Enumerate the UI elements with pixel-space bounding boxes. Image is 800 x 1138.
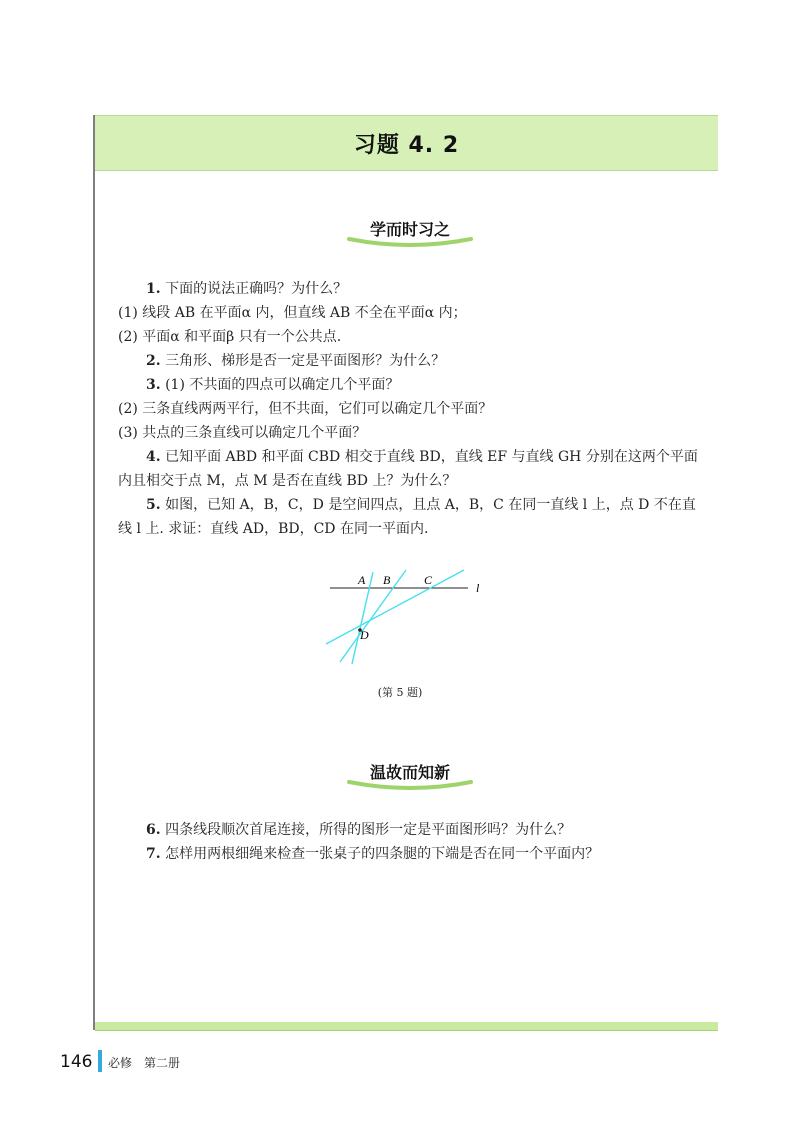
section-heading-2-swoosh <box>345 776 475 790</box>
label-a: A <box>358 573 366 587</box>
problem-6: 6. 四条线段顺次首尾连接，所得的图形一定是平面图形吗？为什么？ <box>146 822 572 838</box>
section-heading-1-swoosh <box>345 233 475 247</box>
book-title: 必修 第二册 <box>108 1056 181 1070</box>
problem-4: 4. 已知平面 ABD 和平面 CBD 相交于直线 BD，直线 EF 与直线 GH 分别在这两个平面内且相交于点 M，点 M 是否在直线 BD 上？为什么？ <box>118 449 698 489</box>
problem-5: 5. 如图，已知 A，B，C，D 是空间四点，且点 A，B，C 在同一直线 l 上，点 D 不在直线 l 上. 求证：直线 AD，BD，CD 在同一平面内. <box>118 497 696 537</box>
problem-2: 2. 三角形、梯形是否一定是平面图形？为什么？ <box>146 353 446 369</box>
page-number-bar <box>98 1050 102 1072</box>
problem-3-part-2: (2) 三条直线两两平行，但不共面，它们可以确定几个平面？ <box>118 401 493 417</box>
section-heading-1 <box>345 217 475 257</box>
label-c: C <box>424 573 433 587</box>
problem-list-2 <box>118 818 698 866</box>
figure-caption: (第 5 题) <box>377 686 423 699</box>
problem-3-part-3: (3) 共点的三条直线可以确定几个平面？ <box>118 425 367 441</box>
line-bd <box>340 570 406 662</box>
title-band <box>95 115 718 171</box>
problem-3: 3. (1) 不共面的四点可以确定几个平面？ <box>146 377 400 393</box>
exercise-title: 习题 4. 2 <box>353 133 460 158</box>
label-d: D <box>360 628 369 642</box>
problem-list-1 <box>118 277 698 541</box>
line-cd <box>326 570 464 644</box>
problem-7: 7. 怎样用两根细绳来检查一张桌子的四条腿的下端是否在同一个平面内？ <box>146 846 600 862</box>
page-number: 146 <box>60 1052 93 1072</box>
problem-1-part-1: (1) 线段 AB 在平面α 内，但直线 AB 不全在平面α 内； <box>118 305 467 321</box>
problem-1: 1. 下面的说法正确吗？为什么？ <box>146 281 348 297</box>
section-heading-1-label: 学而时习之 <box>369 220 450 239</box>
label-l: l <box>476 581 480 595</box>
problem-1-part-2: (2) 平面α 和平面β 只有一个公共点. <box>118 329 342 345</box>
section-heading-2-label: 温故而知新 <box>369 763 450 782</box>
problem-5-figure <box>318 568 498 668</box>
label-b: B <box>383 573 391 587</box>
bottom-band <box>95 1022 718 1031</box>
section-heading-2 <box>345 760 475 800</box>
